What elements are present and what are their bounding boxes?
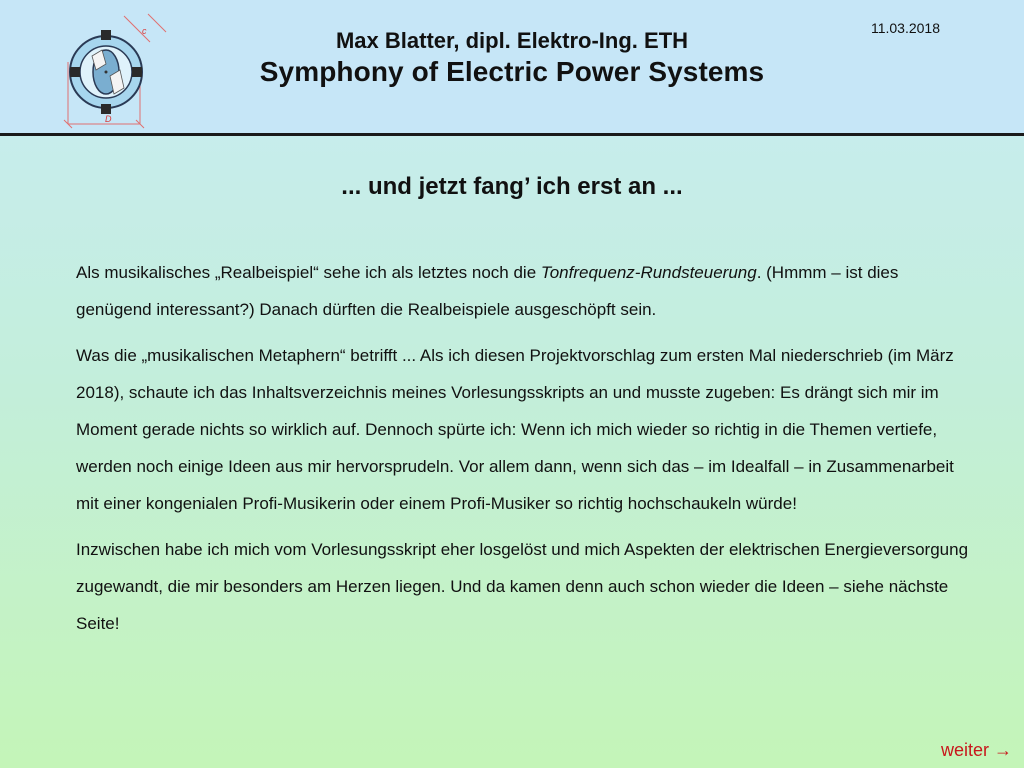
paragraph-2: Was die „musikalischen Metaphern“ betrifft ... Als ich diesen Projektvorschlag zum ersten Mal niederschrieb (im März 2018), schaute ich das Inhaltsverzeichnis meines Vorlesungsskripts an und musste zugeben: Es drängt sich mir im Moment gerade nichts so wirklich auf. Dennoch spürte ich: Wenn ich mich wieder so richtig in die Themen vertiefe, werden noch einige Ideen aus mir hervorsprudeln. Vor allem dann, wenn sich das – im Idealfall – in Zusammenarbeit mit einer kongenialen Profi-Musikerin oder einem Profi-Musiker so richtig hochschaukeln würde! [76, 346, 954, 513]
slide-date: 11.03.2018 [870, 20, 940, 36]
next-page-link[interactable]: weiter → [940, 740, 1012, 760]
paragraph-1-text: Als musikalisches „Realbeispiel“ sehe ich als letztes noch die [76, 263, 541, 282]
dimension-label-c: c [142, 26, 147, 36]
dimension-label-d: D [105, 114, 112, 124]
paragraph-1 [76, 254, 976, 328]
paragraph-1-text-end: . (Hmmm – ist dies genügend interessant?) Danach dürften die Realbeispiele ausgeschöpft sein. [76, 263, 899, 319]
slide-title: ... und jetzt fang’ ich erst an ... [341, 173, 683, 200]
paragraph-3: Inzwischen habe ich mich vom Vorlesungsskript eher losgelöst und mich Aspekten der elektrischen Energieversorgung zugewandt, die mir besonders am Herzen liegen. Und da kamen denn auch schon wieder die Ideen – siehe nächste Seite! [76, 540, 969, 633]
slide-body [76, 254, 976, 651]
presentation-title: Symphony of Electric Power Systems [259, 56, 765, 87]
author-line: Max Blatter, dipl. Elektro-Ing. ETH [335, 28, 689, 53]
header-divider [0, 133, 1024, 136]
paragraph-1-emphasis: Tonfrequenz-Rundsteuerung [540, 263, 757, 282]
